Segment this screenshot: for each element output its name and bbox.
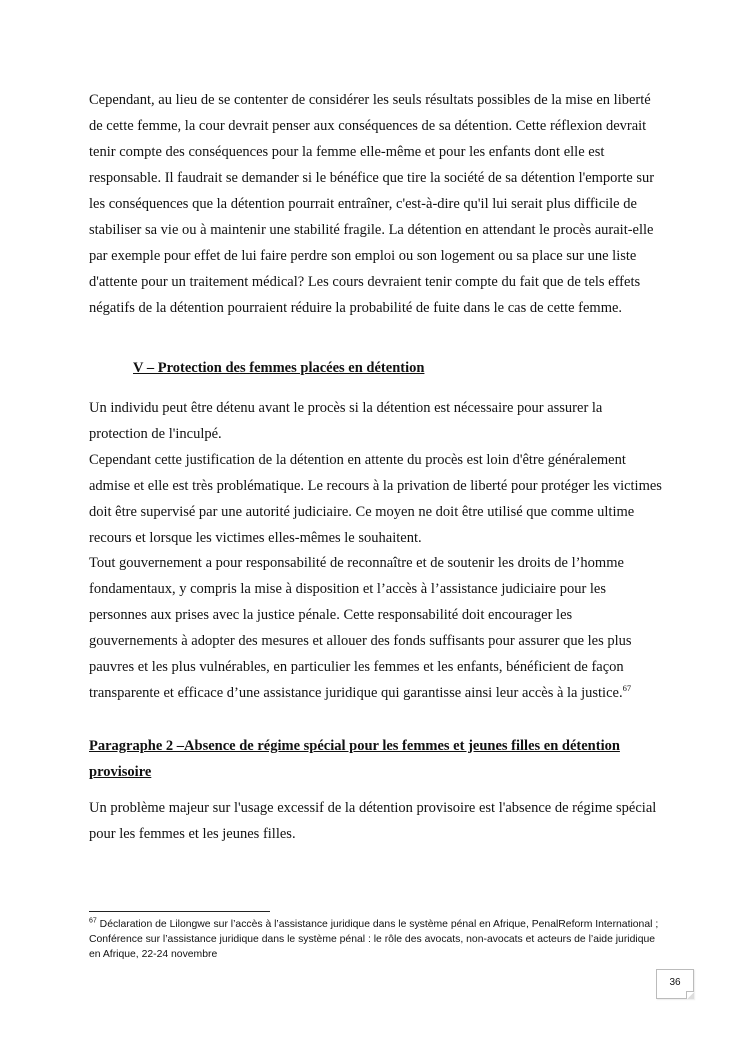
paragraph-gouvernement-text: Tout gouvernement a pour responsabilité de reconnaître et de soutenir les droits de l’homme fondamentaux, y compris la mise à disposition et l’accès à l’assistance judiciaire pour les personnes aux prises avec la justice pénale. Cette responsabilité doit encourager les gouvernements à adopter des mesures et allouer des fonds suffisants pour assurer que les plus pauvres et les plus vulnérables, en particulier les femmes et les enfants, bénéficient de façon transparente et efficace d’une assistance juridique qui garantisse ainsi leur accès à la justice. — [89, 555, 632, 701]
paragraph-justification: Cependant cette justification de la détention en attente du procès est loin d'être généralement admise et elle est très problématique. Le recours à la privation de liberté pour protéger les victimes doit être supervisé par une autorité judiciaire. Ce moyen ne doit être utilisé que comme ultime recours et lorsque les victimes elles-mêmes le souhaitent. — [89, 452, 662, 546]
footnote-reference[interactable]: 67 — [622, 683, 632, 694]
paragraph-gouvernement — [89, 550, 663, 706]
paragraphe-2-heading: Paragraphe 2 –Absence de régime spécial pour les femmes et jeunes filles en détention provisoire — [89, 738, 620, 780]
paragraph-regime-special: Un problème majeur sur l'usage excessif de la détention provisoire est l'absence de régime spécial pour les femmes et les jeunes filles. — [89, 800, 657, 842]
footnote — [89, 917, 659, 962]
footnote-number: 67 — [89, 917, 97, 925]
footnote-separator — [89, 911, 270, 912]
footnote-text: Déclaration de Lilongwe sur l’accès à l’assistance juridique dans le système pénal en Afrique, PenalReform International ; Conférence sur l’assistance juridique dans le système pénal : le rôle des avocats, non-avocats et acteurs de l’aide juridique en Afrique, 22-24 novembre — [89, 919, 659, 960]
page-number-box — [656, 969, 694, 999]
paragraph-detention-consequences: Cependant, au lieu de se contenter de considérer les seuls résultats possibles de la mise en liberté de cette femme, la cour devrait penser aux conséquences de sa détention. Cette réflexion devrait tenir compte des conséquences pour la femme elle-même et pour les enfants dont elle est responsable. Il faudrait se demander si le bénéfice que tire la société de sa détention l'emporte sur les conséquences que la détention pourrait entraîner, c'est-à-dire qu'il lui serait plus difficile de stabiliser sa vie ou à maintenir une stabilité fragile. La détention en attendant le procès aurait-elle par exemple pour effet de lui faire perdre son emploi ou son logement ou sa place sur une liste d'attente pour un traitement médical? Les cours devraient tenir compte du fait que de tels effets négatifs de la détention pourraient réduire la probabilité de fuite dans le cas de cette femme. — [89, 92, 655, 316]
section-heading-v: V – Protection des femmes placées en détention — [133, 360, 425, 376]
page-number: 36 — [669, 977, 681, 988]
paragraph-protection-inculpe: Un individu peut être détenu avant le procès si la détention est nécessaire pour assurer la protection de l'inculpé. — [89, 400, 603, 442]
